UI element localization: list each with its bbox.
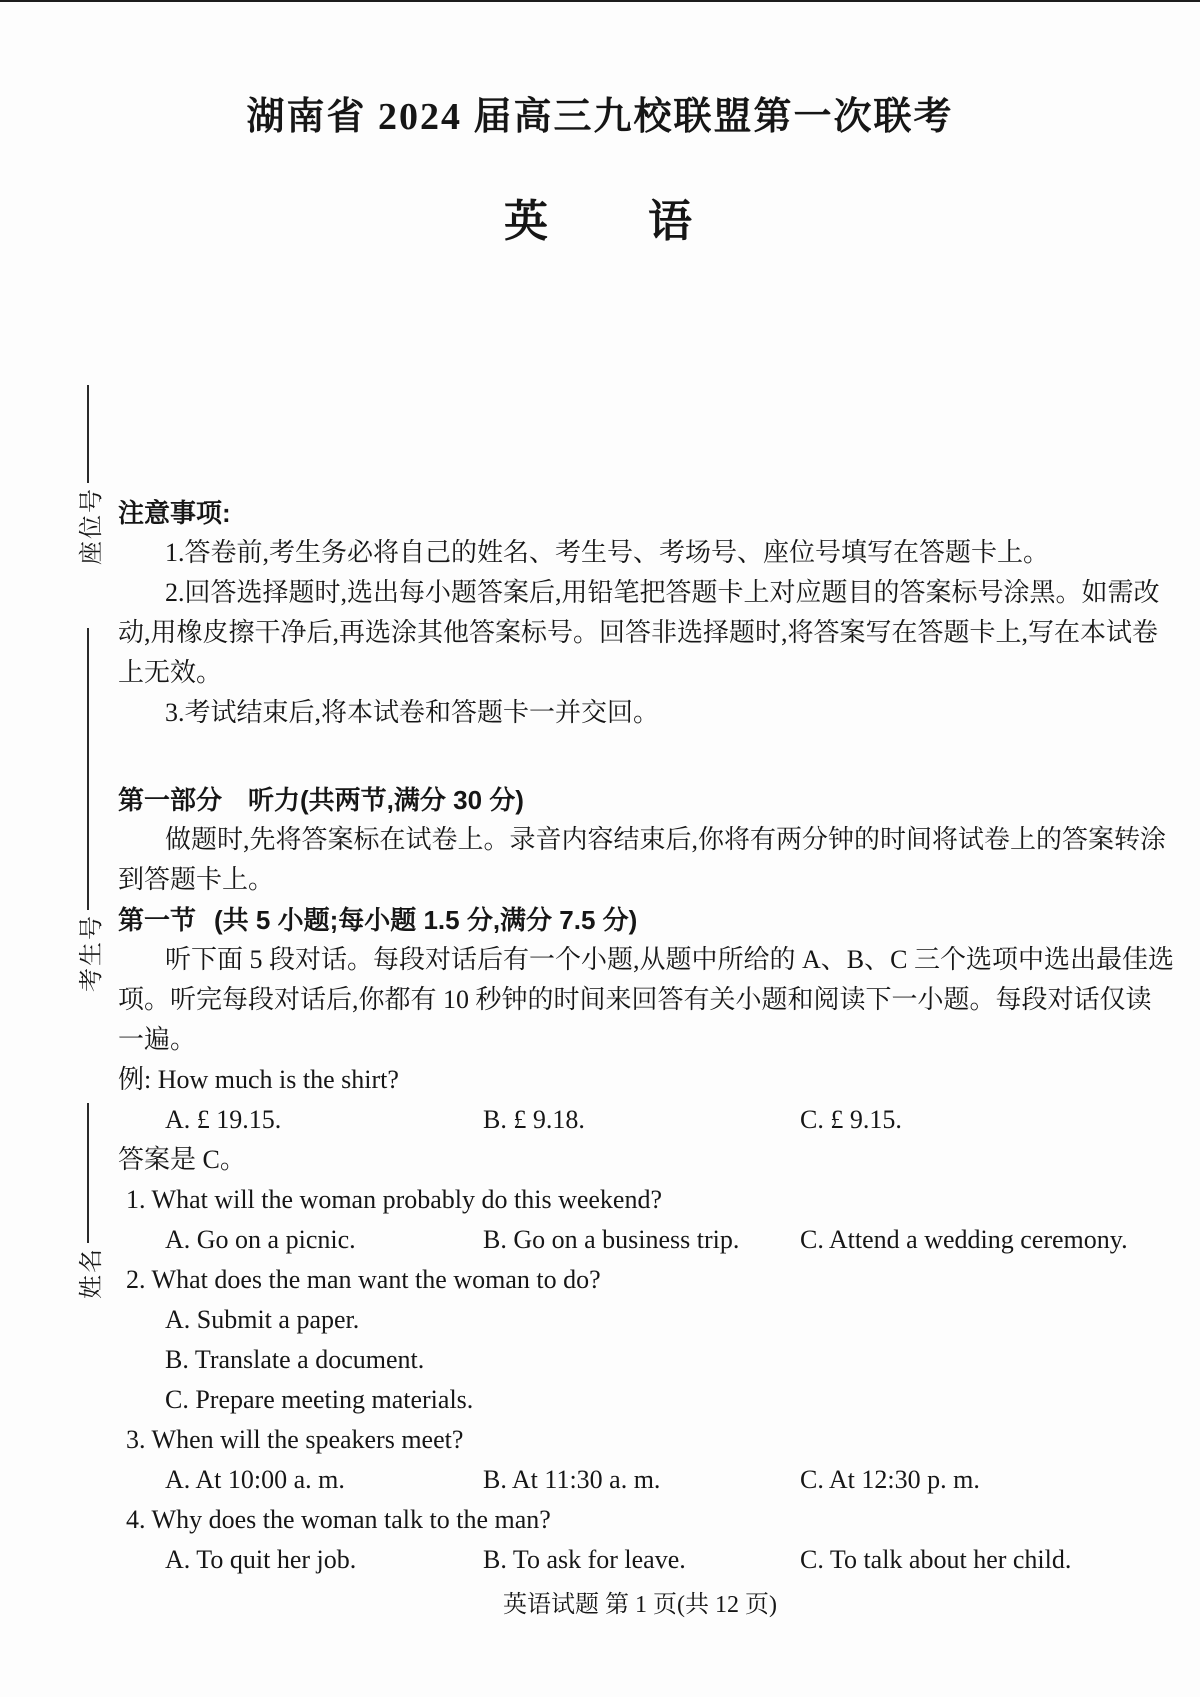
seat-number-label: 座位号	[78, 487, 105, 565]
question-3-option-b: B. At 11:30 a. m.	[483, 1465, 661, 1494]
question-4-options-row	[118, 1540, 1150, 1580]
question-3-option-a: A. At 10:00 a. m.	[165, 1465, 345, 1494]
candidate-number-field	[68, 628, 108, 992]
scan-edge-artifact	[0, 0, 1200, 2]
exam-body	[0, 493, 1200, 1580]
question-4-text: 4. Why does the woman talk to the man?	[126, 1505, 551, 1534]
notice-line-2: 2.回答选择题时,选出每小题答案后,用铅笔把答题卡上对应题目的答案标号涂黑。如需改	[165, 578, 1160, 607]
exam-subject-title: 英 语	[504, 197, 696, 246]
example-option-b: B. £ 9.18.	[483, 1105, 585, 1134]
question-3-options-row	[118, 1460, 1150, 1500]
example-answer: 答案是 C。	[118, 1145, 246, 1174]
question-2-option-b: B. Translate a document.	[165, 1345, 425, 1374]
listening-instruction-1: 做题时,先将答案标在试卷上。录音内容结束后,你将有两分钟的时间将试卷上的答案转涂	[165, 825, 1167, 854]
candidate-number-blank-line	[87, 628, 89, 910]
question-1-option-b: B. Go on a business trip.	[483, 1225, 740, 1254]
question-1-option-a: A. Go on a picnic.	[165, 1225, 356, 1254]
section1-intro-2: 项。听完每段对话后,你都有 10 秒钟的时间来回答有关小题和阅读下一小题。每段对话仅读	[118, 985, 1152, 1014]
seat-number-blank-line	[87, 385, 89, 483]
question-4-option-a: A. To quit her job.	[165, 1545, 357, 1574]
question-2-option-a: A. Submit a paper.	[165, 1305, 360, 1334]
question-2-text: 2. What does the man want the woman to do?	[126, 1265, 601, 1294]
question-2-option-c: C. Prepare meeting materials.	[165, 1385, 474, 1414]
example-option-c: C. £ 9.15.	[800, 1105, 902, 1134]
notice-heading: 注意事项:	[118, 498, 231, 528]
listening-instruction-2: 到答题卡上。	[118, 865, 275, 894]
example-options-row	[118, 1100, 1150, 1140]
candidate-number-label: 考生号	[78, 914, 105, 992]
question-3-option-c: C. At 12:30 p. m.	[800, 1465, 980, 1494]
section1-heading	[118, 900, 1150, 940]
notice-line-4: 上无效。	[118, 658, 223, 687]
example-prompt: 例: How much is the shirt?	[118, 1065, 399, 1094]
name-field	[68, 1103, 108, 1299]
question-3-text: 3. When will the speakers meet?	[126, 1425, 464, 1454]
notice-line-5: 3.考试结束后,将本试卷和答题卡一并交回。	[165, 698, 660, 727]
section1-intro-1: 听下面 5 段对话。每段对话后有一个小题,从题中所给的 A、B、C 三个选项中选出最佳选	[165, 945, 1174, 974]
section1-label: 第一节	[118, 905, 197, 935]
name-inner	[68, 1103, 108, 1299]
example-option-a: A. £ 19.15.	[165, 1105, 282, 1134]
question-1-option-c: C. Attend a wedding ceremony.	[800, 1225, 1128, 1254]
seat-number-field	[68, 385, 108, 565]
seat-number-inner	[68, 385, 108, 565]
candidate-number-inner	[68, 628, 108, 992]
part1-title: 听力(共两节,满分 30 分)	[248, 785, 524, 815]
notice-section	[118, 493, 1160, 733]
notice-line-1: 1.答卷前,考生务必将自己的姓名、考生号、考场号、座位号填写在答题卡上。	[165, 538, 1050, 567]
exam-title: 湖南省 2024 届高三九校联盟第一次联考	[246, 96, 954, 138]
part1-heading	[118, 780, 1150, 820]
section1-title: (共 5 小题;每小题 1.5 分,满分 7.5 分)	[214, 905, 638, 935]
question-4-option-b: B. To ask for leave.	[483, 1545, 686, 1574]
part1-label: 第一部分	[118, 785, 223, 815]
page-number-footer: 英语试题 第 1 页(共 12 页)	[503, 1592, 777, 1618]
notice-line-3: 动,用橡皮擦干净后,再选涂其他答案标号。回答非选择题时,将答案写在答题卡上,写在本试卷	[118, 618, 1159, 647]
question-4-option-c: C. To talk about her child.	[800, 1545, 1072, 1574]
question-1-options-row	[118, 1220, 1150, 1260]
name-blank-line	[87, 1103, 89, 1243]
question-1-text: 1. What will the woman probably do this weekend?	[126, 1185, 663, 1214]
name-label: 姓名	[78, 1247, 105, 1299]
section1-intro-3: 一遍。	[118, 1025, 197, 1054]
